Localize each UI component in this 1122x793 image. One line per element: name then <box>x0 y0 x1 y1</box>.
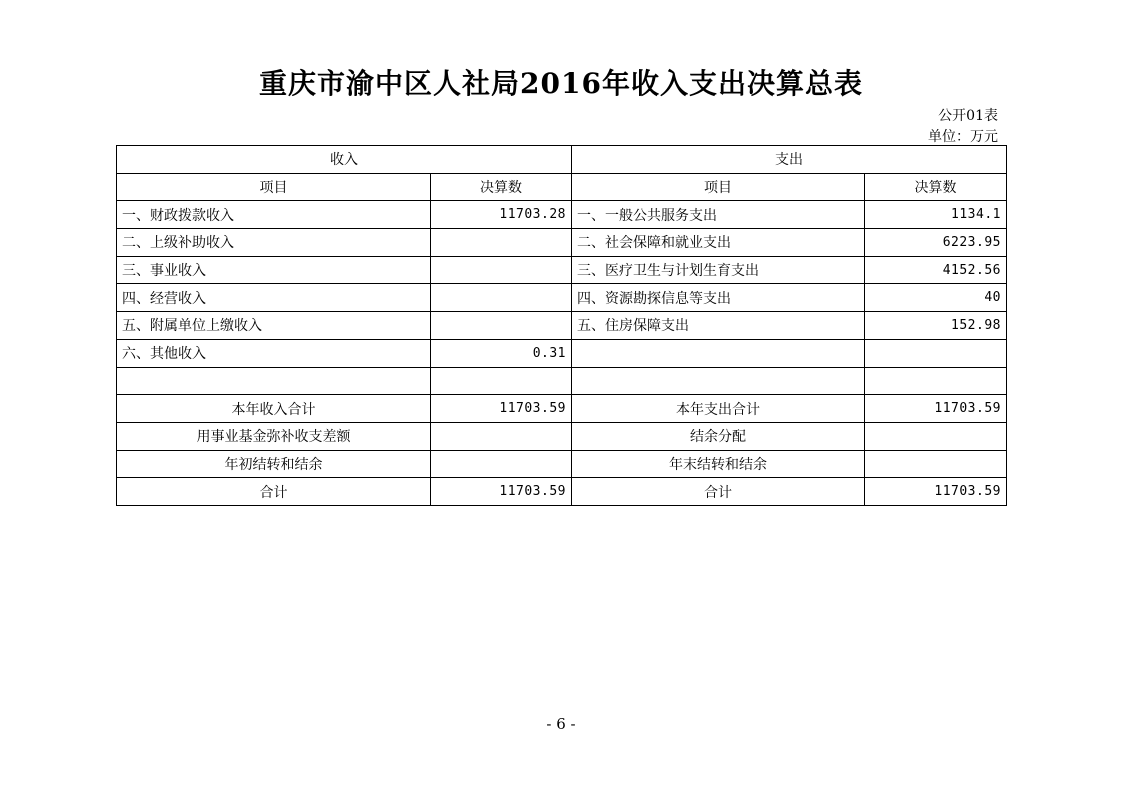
income-amount-cell <box>431 312 572 340</box>
expense-summary-label: 结余分配 <box>572 422 865 450</box>
income-total-amount: 11703.59 <box>431 478 572 506</box>
income-summary-label: 本年收入合计 <box>117 395 431 423</box>
summary-row <box>117 395 1007 423</box>
total-row <box>117 478 1007 506</box>
income-item-cell: 三、事业收入 <box>117 256 431 284</box>
income-item-cell: 四、经营收入 <box>117 284 431 312</box>
table-row <box>117 284 1007 312</box>
expense-item-cell <box>572 339 865 367</box>
expense-summary-label: 年末结转和结余 <box>572 450 865 478</box>
expense-amount-cell <box>865 339 1007 367</box>
income-item-cell: 二、上级补助收入 <box>117 229 431 257</box>
income-total-label: 合计 <box>117 478 431 506</box>
expense-amount-cell <box>865 367 1007 395</box>
expense-summary-amount: 11703.59 <box>865 395 1007 423</box>
unit-label: 单位：万元 <box>928 129 998 145</box>
income-amount-cell: 0.31 <box>431 339 572 367</box>
expense-total-amount: 11703.59 <box>865 478 1007 506</box>
expense-amount-cell: 4152.56 <box>865 256 1007 284</box>
income-item-cell: 六、其他收入 <box>117 339 431 367</box>
expense-summary-amount <box>865 422 1007 450</box>
table-row <box>117 312 1007 340</box>
expense-item-cell <box>572 367 865 395</box>
expense-amount-cell: 152.98 <box>865 312 1007 340</box>
income-item-cell: 五、附属单位上缴收入 <box>117 312 431 340</box>
income-summary-label: 年初结转和结余 <box>117 450 431 478</box>
income-amount-cell <box>431 284 572 312</box>
table-row <box>117 367 1007 395</box>
page-number: - 6 - <box>546 715 576 733</box>
expense-item-cell: 四、资源勘探信息等支出 <box>572 284 865 312</box>
income-item-cell <box>117 367 431 395</box>
expense-amount-header: 决算数 <box>865 173 1007 201</box>
budget-summary-table <box>116 145 1007 506</box>
income-item-header: 项目 <box>117 173 431 201</box>
income-group-header: 收入 <box>117 146 572 174</box>
summary-row <box>117 450 1007 478</box>
table-row <box>117 201 1007 229</box>
table-row <box>117 256 1007 284</box>
expense-item-header: 项目 <box>572 173 865 201</box>
income-summary-amount <box>431 450 572 478</box>
page-title: 重庆市渝中区人社局2016年收入支出决算总表 <box>259 67 863 100</box>
income-summary-label: 用事业基金弥补收支差额 <box>117 422 431 450</box>
summary-row <box>117 422 1007 450</box>
expense-total-label: 合计 <box>572 478 865 506</box>
group-header-row <box>117 146 1007 174</box>
income-item-cell: 一、财政拨款收入 <box>117 201 431 229</box>
expense-amount-cell: 1134.1 <box>865 201 1007 229</box>
expense-group-header: 支出 <box>572 146 1007 174</box>
expense-amount-cell: 6223.95 <box>865 229 1007 257</box>
expense-item-cell: 三、医疗卫生与计划生育支出 <box>572 256 865 284</box>
income-amount-cell: 11703.28 <box>431 201 572 229</box>
income-summary-amount: 11703.59 <box>431 395 572 423</box>
income-summary-amount <box>431 422 572 450</box>
income-amount-header: 决算数 <box>431 173 572 201</box>
expense-item-cell: 一、一般公共服务支出 <box>572 201 865 229</box>
table-row <box>117 339 1007 367</box>
expense-summary-label: 本年支出合计 <box>572 395 865 423</box>
expense-item-cell: 二、社会保障和就业支出 <box>572 229 865 257</box>
expense-summary-amount <box>865 450 1007 478</box>
column-header-row <box>117 173 1007 201</box>
table-row <box>117 229 1007 257</box>
expense-item-cell: 五、住房保障支出 <box>572 312 865 340</box>
expense-amount-cell: 40 <box>865 284 1007 312</box>
table-code: 公开01表 <box>938 108 998 124</box>
income-amount-cell <box>431 256 572 284</box>
income-amount-cell <box>431 367 572 395</box>
income-amount-cell <box>431 229 572 257</box>
